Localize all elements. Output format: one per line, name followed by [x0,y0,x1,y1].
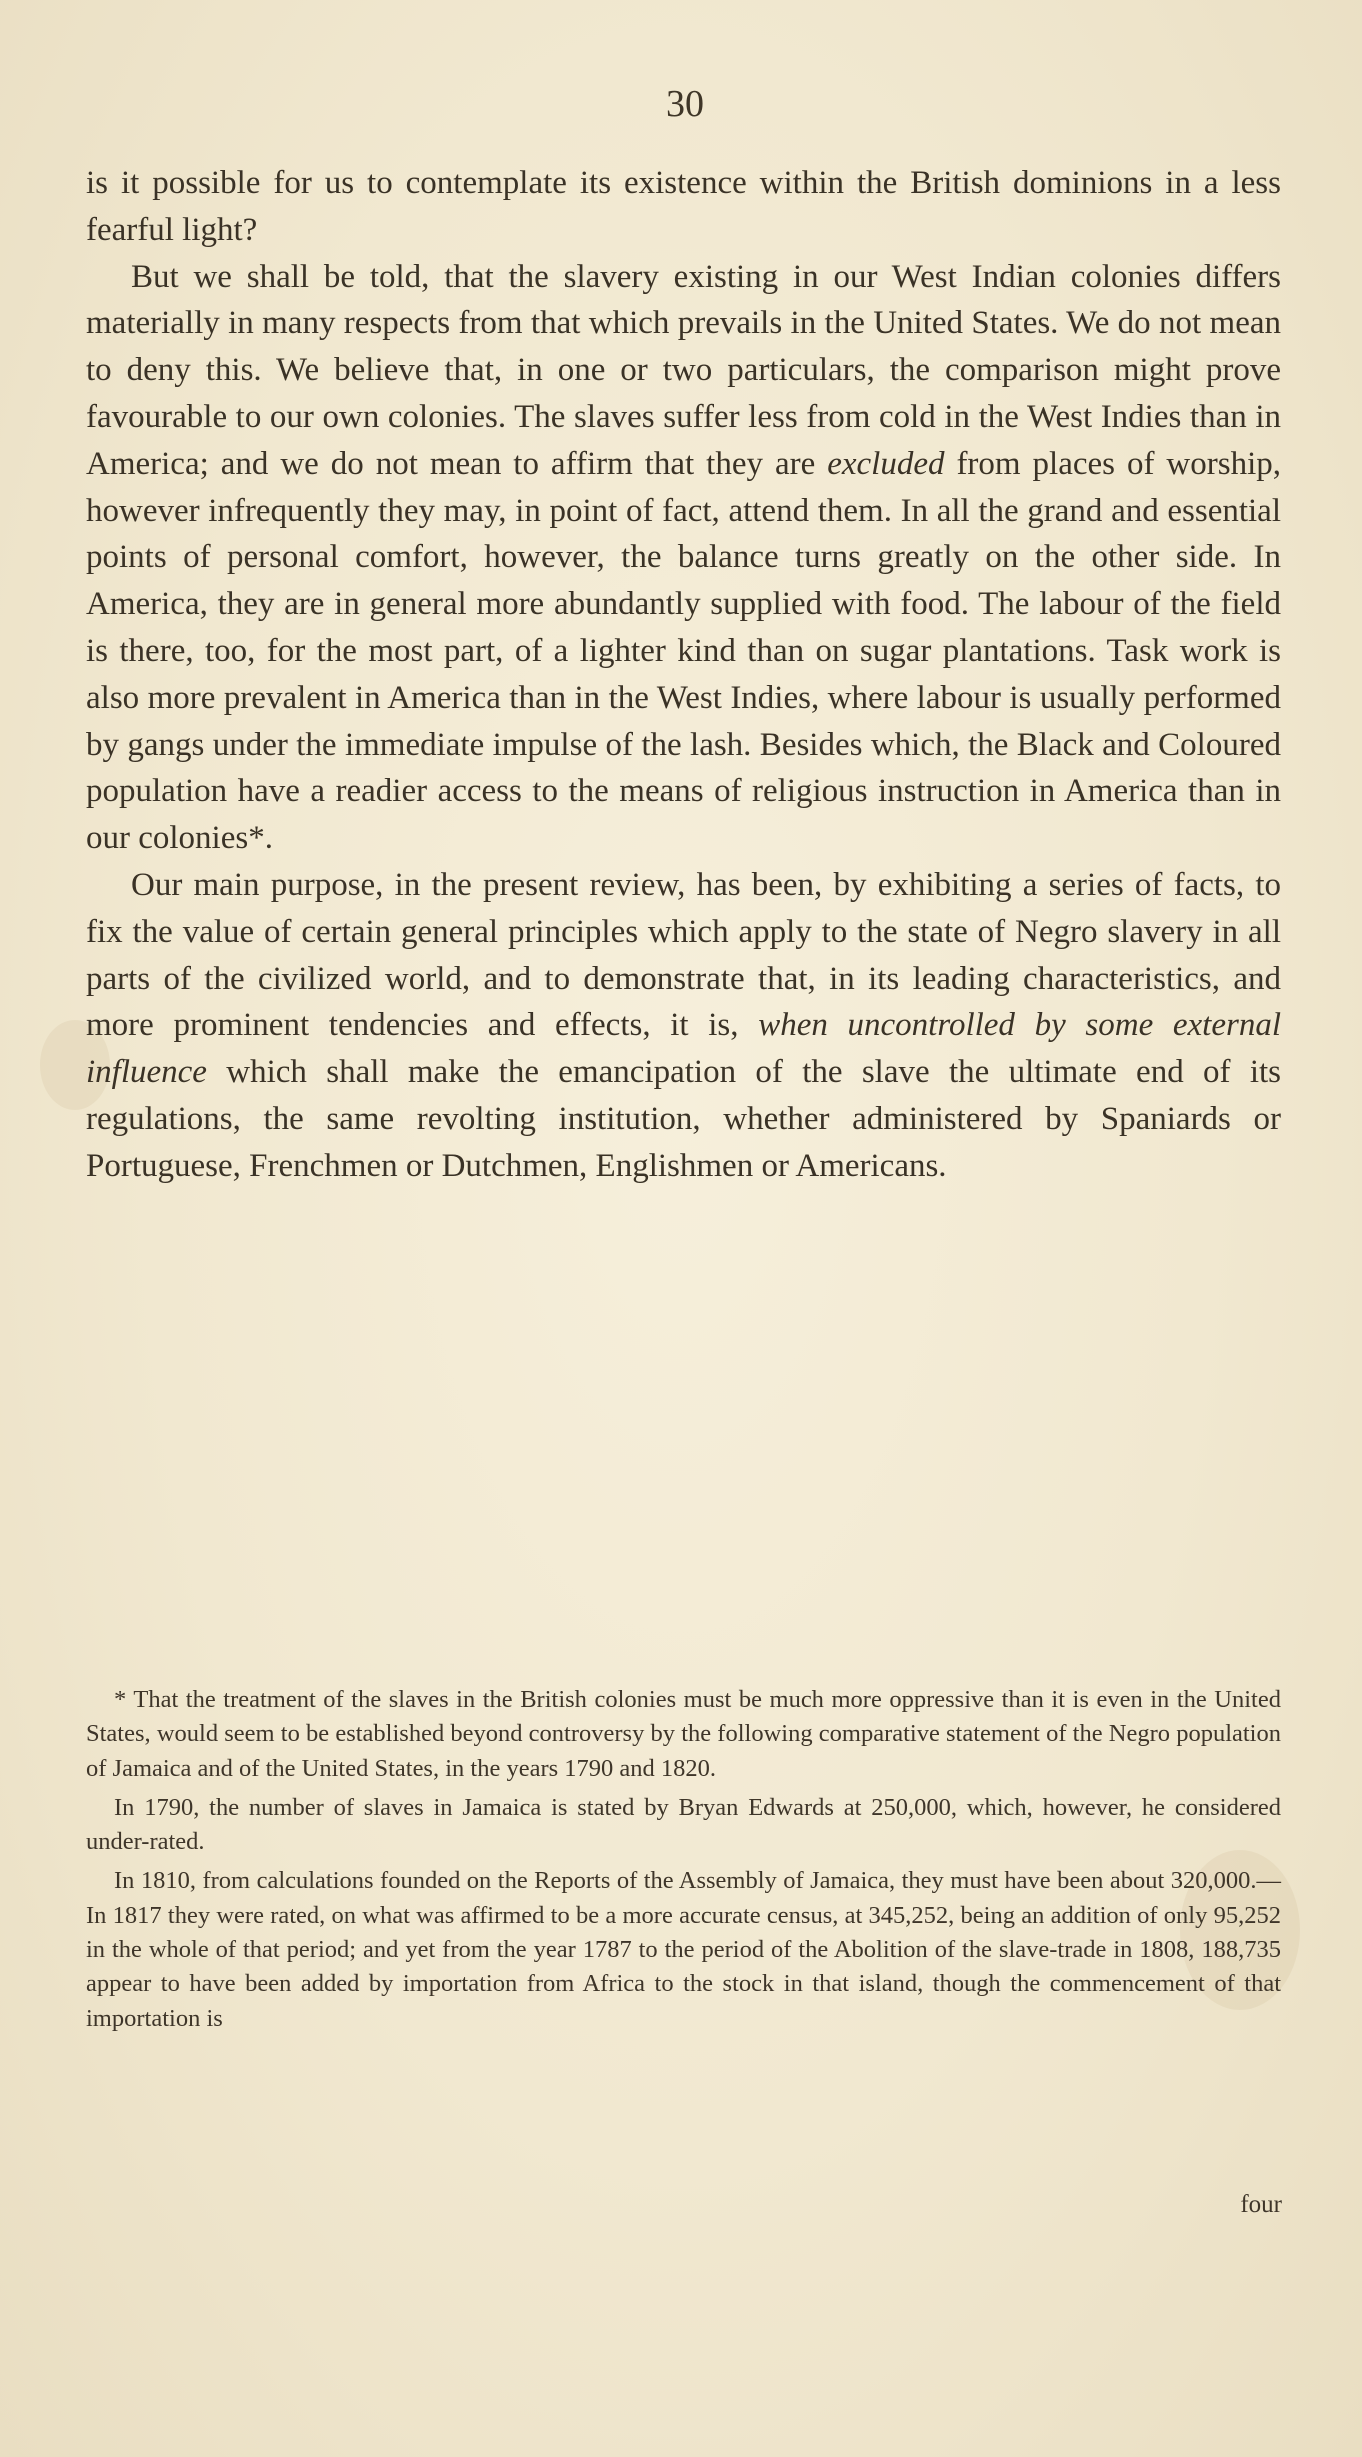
paragraph-text: is it possible for us to contemplate its existence within the British dominions in a less fearful light? [86,165,1281,248]
catchword: four [1240,2191,1282,2218]
body-paragraph [86,254,1281,862]
main-text [86,160,1281,1190]
page-number: 30 [666,83,704,125]
italic-text: excluded [827,445,945,482]
paragraph-text: which shall make the emancipation of the slave the ultimate end of its regulations, the same revolting institution, whether administered by Spaniards or Portuguese, Frenchmen or Dutchmen, Englishmen or Americans. [86,1054,1281,1184]
body-paragraph [86,862,1281,1190]
paragraph-text: Our main purpose, in the present review, has been, by exhibiting a series of facts, to fix the value of certain general principles which apply to the state of Negro slavery in all parts of the civilized world, and to demonstrate that, in its leading characteristics, and more prominent tendencies and effects, it is, [86,866,1281,1044]
paragraph-text: But we shall be told, that the slavery existing in our West Indian colonies differs materially in many respects from that which prevails in the United States. We do not mean to deny this. We believe that, in one or two particulars, the comparison might prove favourable to our own colonies. The slaves suffer less from cold in the West Indies than in America; and we do not mean to affirm that they are [86,258,1281,482]
footnote-paragraph: * That the treatment of the slaves in the British colonies must be much more oppressive than it is even in the United States, would seem to be established beyond controversy by the following comparative statement of the Negro population of Jamaica and of the United States, in the years 1790 and 1820. [86,1686,1281,1782]
footnote-paragraph: In 1810, from calculations founded on the Reports of the Assembly of Jamaica, they must have been about 320,000.—In 1817 they were rated, on what was affirmed to be a more accurate census, at 345,252, being an addition of only 95,252 in the whole of that period; and yet from the year 1787 to the period of the Abolition of the slave-trade in 1808, 188,735 appear to have been added by importation from Africa to the stock in that island, though the commencement of that importation is [86,1867,1281,2032]
footnotes [86,1683,1281,2041]
italic-text: when uncontrolled by some external influence [86,1007,1281,1091]
body-paragraph [86,160,1281,254]
footnote-paragraph: In 1790, the number of slaves in Jamaica is stated by Bryan Edwards at 250,000, which, however, he considered under-rated. [86,1793,1281,1856]
paragraph-text: from places of worship, however infrequently they may, in point of fact, attend them. In all the grand and essential points of personal comfort, however, the balance turns greatly on the other side. In America, they are in general more abundantly supplied with food. The labour of the field is there, too, for the most part, of a lighter kind than on sugar plantations. Task work is also more prevalent in America than in the West Indies, where labour is usually performed by gangs under the immediate impulse of the lash. Besides which, the Black and Coloured population have a readier access to the means of religious instruction in America than in our colonies*. [86,445,1281,857]
